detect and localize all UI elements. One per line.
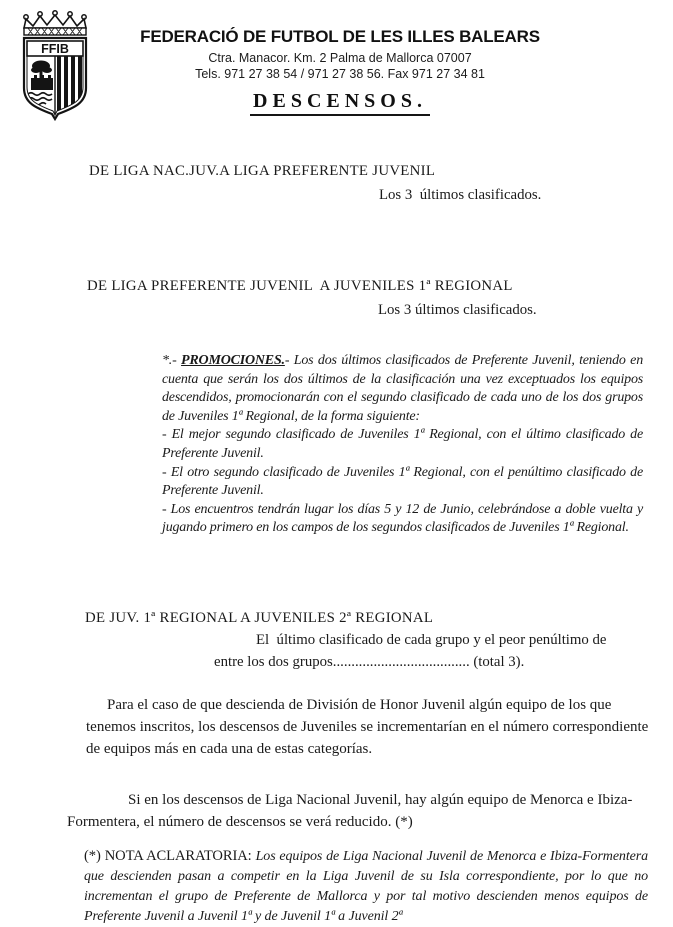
crown-icon xyxy=(24,11,86,35)
promotions-intro xyxy=(162,352,643,426)
document-title: DESCENSOS. xyxy=(250,90,430,116)
promotions-block xyxy=(162,352,643,538)
section-heading-nac-juv: DE LIGA NAC.JUV.A LIGA PREFERENTE JUVENIL xyxy=(89,163,436,179)
ffib-crest-logo xyxy=(14,8,96,130)
logo-acronym: FFIB xyxy=(41,42,69,56)
footnote-nota-aclaratoria xyxy=(84,846,648,927)
promotions-intro-text: - Los dos últimos clasificados de Preferente Juvenil, teniendo en cuenta que serán los dos últimos de la clasificación una vez exceptuados los equipos descendidos, promocionarán con el segundo clasificado de cada uno de los dos grupos de Juveniles 1ª Regional, de la forma siguiente: xyxy=(162,353,643,424)
paragraph-division-honor: Para el caso de que descienda de División de Honor Juvenil algún equipo de los que tenemos inscritos, los descensos de Juveniles se incrementarían en el número correspondiente de equipos más en cada una de estas categorías. xyxy=(86,697,649,757)
letterhead xyxy=(100,27,580,116)
org-address: Ctra. Manacor. Km. 2 Palma de Mallorca 07007 xyxy=(208,51,472,65)
footnote-text: Los equipos de Liga Nacional Juvenil de Menorca e Ibiza-Formentera que descienden pasan a competir en la Liga Juvenil de su Isla correspondiente, por lo que no incrementan el grupo de Preferente de Mallorca y por tal motivo descienden menos equipos de Preferente Juvenil a Juvenil 1ª y de Juvenil 1ª a Juvenil 2ª xyxy=(84,849,648,924)
promotions-item: - El otro segundo clasificado de Juveniles 1ª Regional, con el penúltimo clasificado de Preferente Juvenil. xyxy=(162,464,643,499)
org-name: FEDERACIÓ DE FUTBOL DE LES ILLES BALEARS xyxy=(140,27,540,46)
section-detail-regional-line1: El último clasificado de cada grupo y el peor penúltimo de xyxy=(256,632,607,648)
org-contact: Tels. 971 27 38 54 / 971 27 38 56. Fax 971 27 34 81 xyxy=(195,67,485,81)
footnote-label: (*) NOTA ACLARATORIA: xyxy=(84,848,256,864)
promotions-marker: *.- xyxy=(162,353,182,368)
shield-icon xyxy=(24,38,86,119)
section-detail-nac-juv: Los 3 últimos clasificados. xyxy=(379,187,542,203)
palma-castle-icon xyxy=(31,61,53,91)
promotions-item: - Los encuentros tendrán lugar los días 5 y 12 de Junio, celebrándose a doble vuelta y jugando primero en los campos de los segundos clasificados de Juveniles 1ª Regional. xyxy=(162,501,643,536)
promotions-item: - El mejor segundo clasificado de Juveniles 1ª Regional, con el último clasificado de Preferente Juvenil. xyxy=(162,427,643,461)
section-detail-preferente: Los 3 últimos clasificados. xyxy=(378,302,537,318)
promotions-title: PROMOCIONES. xyxy=(181,353,285,368)
paragraph-menorca-ibiza: Si en los descensos de Liga Nacional Juvenil, hay algún equipo de Menorca e Ibiza-Formentera, el número de descensos se verá reducido. (*) xyxy=(67,792,633,830)
section-heading-preferente: DE LIGA PREFERENTE JUVENIL A JUVENILES 1ª REGIONAL xyxy=(87,278,513,294)
section-detail-regional-line2: entre los dos grupos..................................... (total 3). xyxy=(214,654,525,670)
section-heading-regional: DE JUV. 1ª REGIONAL A JUVENILES 2ª REGIONAL xyxy=(85,610,434,626)
